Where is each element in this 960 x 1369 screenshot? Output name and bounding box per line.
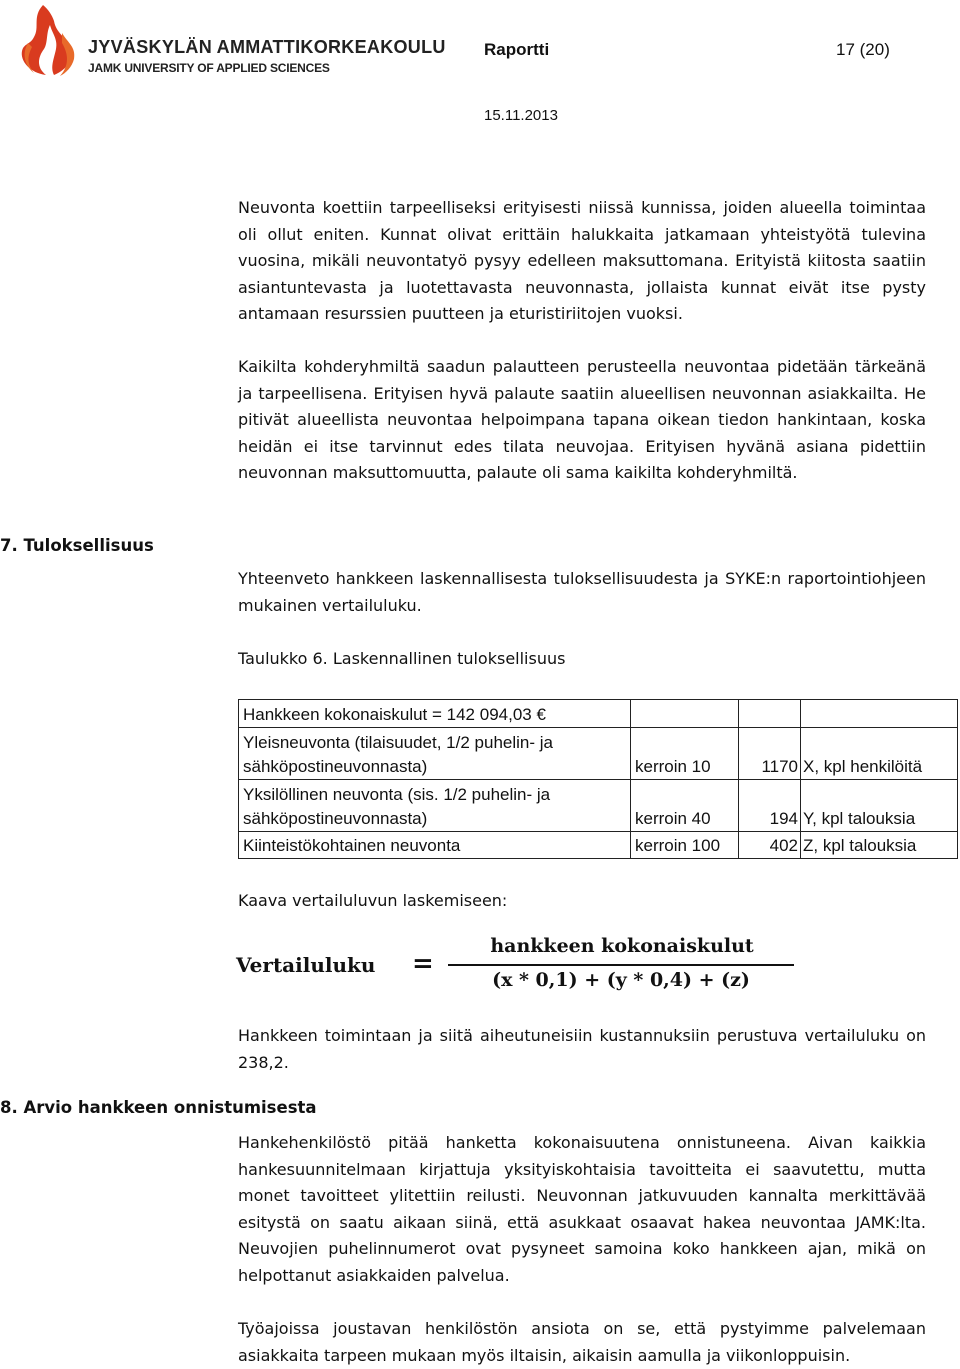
row-factor: kerroin 40 (631, 780, 739, 832)
table-caption: Taulukko 6. Laskennallinen tuloksellisuus (238, 649, 566, 668)
row-label: Kiinteistökohtainen neuvonta (239, 832, 631, 859)
results-table (238, 699, 958, 859)
row-value: 402 (739, 832, 801, 859)
table-row (239, 780, 958, 832)
document-title: Raportti (484, 40, 550, 59)
paragraph-feedback-groups: Kaikilta kohderyhmiltä saadun palautteen perusteella neuvontaa pidetään tärkeänä ja tarpeellisena. Erityisen hyvä palaute saatiin alueellisen neuvonnan asiakkailta. He pitivät alueellista neuvontaa helpoimpana tapana oikean tiedon hankintaan, koska heidän ei itse tarvinnut edes tilata neuvojaa. Erityisen hyvänä asiana pidettiin neuvonnan maksuttomuutta, palaute oli sama kaikilta kohderyhmiltä. (238, 357, 926, 482)
section-heading-8: 8. Arvio hankkeen onnistumisesta (0, 1098, 317, 1117)
paragraph-feedback-municipalities: Neuvonta koettiin tarpeelliseksi erityisesti niissä kunnissa, joiden alueella toimintaa oli ollut eniten. Kunnat olivat erittäin halukkaita jatkamaan yhteistyötä tulevina vuosina, mikäli neuvontatyö pysyy edelleen maksuttomana. Erityistä kiitosta saatiin asiantuntevasta ja luotettavasta neuvonnasta, jollaista kunnat eivät itse pysty antamaan resurssien puutteen ja eturistiriitojen vuoksi. (238, 198, 926, 323)
formula-denominator: (x * 0,1) + (y * 0,4) + (z) (492, 969, 750, 991)
euro-sign-icon: € (536, 705, 546, 724)
paragraph-flexible-hours: Työajoissa joustavan henkilöstön ansiota on se, että pystyimme palvelemaan asiakkaita tarpeen mukaan myös iltaisin, aikaisin aamulla ja viikonloppuisin. (238, 1319, 926, 1365)
paragraph-summary: Yhteenveto hankkeen laskennallisesta tuloksellisuudesta ja SYKE:n raportointiohjeen mukainen vertailuluku. (238, 569, 926, 615)
paragraph-assessment: Hankehenkilöstö pitää hanketta kokonaisuutena onnistuneena. Aivan kaikkia hankesuunnitelmaan kirjattuja yksityiskohtaisia tavoitteita ei saavutettu, mutta monet tavoitteet ylitettiin reilusti. Neuvonnan jatkuvuuden kannalta merkittävää esitystä on saatu aikaan siinä, että asukkaat osaavat hakea neuvontaa JAMK:lta. Neuvojien puhelinnumerot ovat pysyneet samoina koko hankkeen ajan, mikä on helpottanut asiakkaiden palvelua. (238, 1133, 926, 1285)
page-header (0, 0, 960, 130)
row-unit: Y, kpl talouksia (801, 780, 958, 832)
formula-equals: = (412, 949, 434, 979)
formula-caption: Kaava vertailuluvun laskemiseen: (238, 891, 508, 910)
formula-image (236, 935, 796, 997)
fraction-bar (448, 964, 794, 966)
row-label: Yksilöllinen neuvonta (sis. 1/2 puhelin- ja sähköpostineuvonnasta) (239, 780, 631, 832)
section-heading-7: 7. Tuloksellisuus (0, 536, 154, 555)
row-factor: kerroin 10 (631, 728, 739, 780)
logo-text-english: JAMK UNIVERSITY OF APPLIED SCIENCES (88, 61, 330, 75)
row-value: 194 (739, 780, 801, 832)
row-label: Yleisneuvonta (tilaisuudet, 1/2 puhelin- ja sähköpostineuvonnasta) (239, 728, 631, 780)
row-factor: kerroin 100 (631, 832, 739, 859)
row-unit: Z, kpl talouksia (801, 832, 958, 859)
row-unit: X, kpl henkilöitä (801, 728, 958, 780)
jamk-logo (10, 3, 446, 78)
paragraph-comparison-value: Hankkeen toimintaan ja siitä aiheutuneisiin kustannuksiin perustuva vertailuluku on 238,2. (238, 1026, 926, 1072)
table-row (239, 700, 958, 728)
table-row (239, 728, 958, 780)
total-cost-cell: Hankkeen kokonaiskulut = 142 094,03 € (239, 700, 631, 728)
row-value: 1170 (739, 728, 801, 780)
document-date: 15.11.2013 (484, 107, 558, 124)
formula-label: Vertailuluku (236, 953, 376, 977)
page-number: 17 (20) (836, 40, 890, 59)
flame-logo-icon (10, 3, 86, 78)
table-row (239, 832, 958, 859)
logo-text-finnish: JYVÄSKYLÄN AMMATTIKORKEAKOULU (88, 37, 446, 57)
formula-numerator: hankkeen kokonaiskulut (490, 935, 754, 957)
